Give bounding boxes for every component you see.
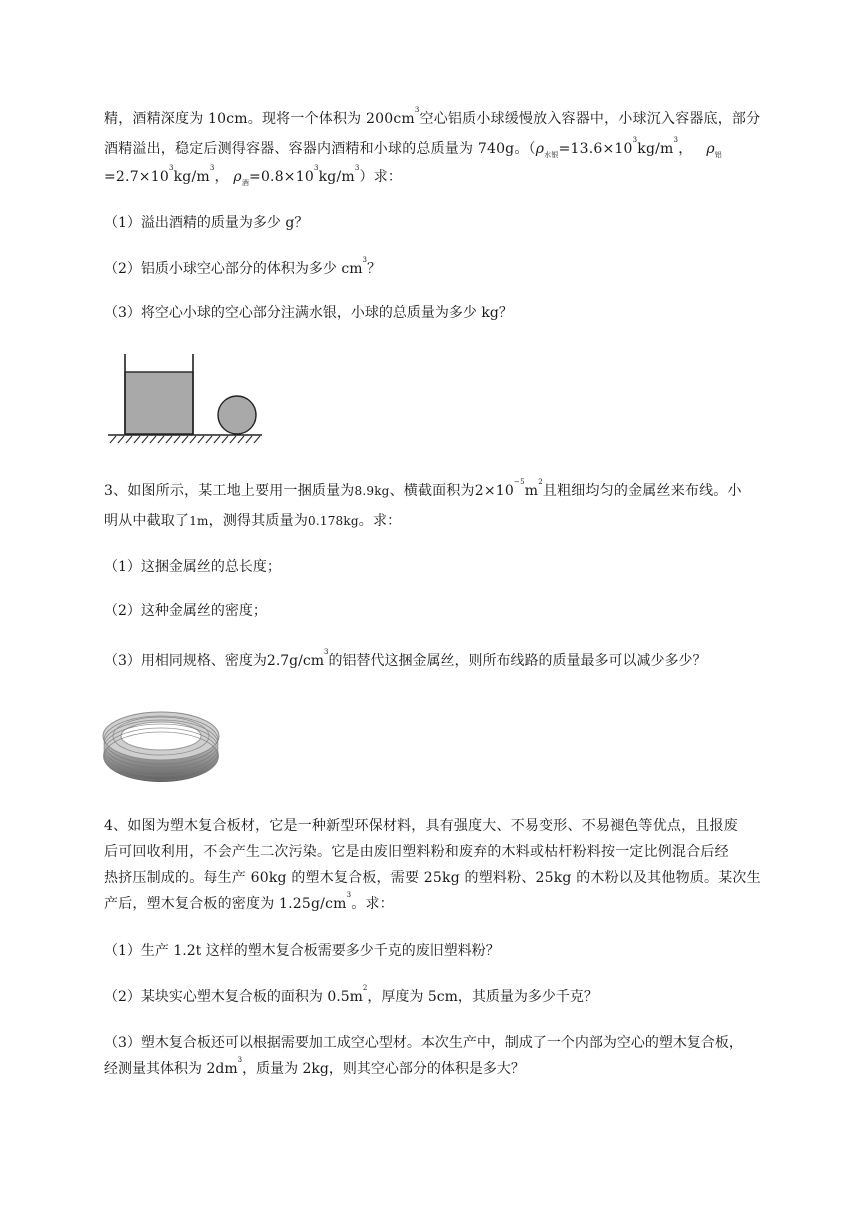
p4-question-2: （2）某块实心塑木复合板的面积为 $0.5m^2$，厚度为 5cm，其质量为多少千克？ — [104, 984, 598, 1005]
p2-text-line-2: 酒精溢出，稳定后测得容器、容器内酒精和小球的总质量为 740g。（$\rho_{水银}=13.6\times 10^3kg/m^3$， $\rho_铝$ — [104, 136, 722, 159]
wire-coil-image — [100, 706, 222, 784]
p2-text-line-1: 精，酒精深度为 10cm。现将一个体积为 $200cm^3$空心铝质小球缓慢放入容器中，小球沉入容器底，部分 — [104, 106, 761, 127]
p4-question-3-line-1: （3）塑木复合板还可以根据需要加工成空心型材。本次生产中，制成了一个内部为空心的塑木复合板， — [104, 1035, 743, 1051]
p3-question-3: （3）用相同规格、密度为$2.7g/cm^3$的铝替代这捆金属丝，则所布线路的质量最多可以减少多少？ — [104, 648, 707, 669]
hollow-ball — [218, 396, 256, 434]
p3-text-line-1: 3、如图所示，某工地上要用一捆质量为8.9kg、横截面积为$2\times 10^{-5}m^2$且粗细均匀的金属丝来布线。小 — [104, 478, 742, 499]
p4-question-1: （1）生产 1.2t 这样的塑木复合板需要多少千克的废旧塑料粉？ — [104, 943, 500, 959]
p2-question-3: （3）将空心小球的空心部分注满水银，小球的总质量为多少 kg？ — [104, 305, 513, 321]
p4-text-line-1: 4、如图为塑木复合板材，它是一种新型环保材料，具有强度大、不易变形、不易褪色等优点，且报废 — [104, 818, 738, 834]
p2-text-line-3: $=2.7\times 10^3kg/m^3$， $\rho_酒=0.8\times 10^3kg/m^3$）求： — [104, 164, 403, 187]
p3-text-line-2: 明从中截取了1m，测得其质量为0.178kg。求： — [104, 513, 402, 529]
container-ball-diagram — [100, 350, 270, 450]
p3-question-1: （1）这捆金属丝的总长度； — [104, 559, 281, 575]
p4-text-line-3: 热挤压制成的。每生产 60kg 的塑木复合板，需要 25kg 的塑料粉、25kg 的木粉以及其他物质。某次生 — [104, 870, 761, 886]
alcohol-liquid — [125, 372, 193, 434]
p4-text-line-2: 后可回收利用，不会产生二次污染。它是由废旧塑料粉和废弃的木料或枯杆粉料按一定比例混合后经 — [104, 844, 729, 860]
p2-question-2: （2）铝质小球空心部分的体积为多少 $cm^3$？ — [104, 256, 381, 277]
p2-question-1: （1）溢出酒精的质量为多少 g？ — [104, 215, 309, 231]
p4-text-line-4: 产后，塑木复合板的密度为 $1.25g/cm^3$。求： — [104, 891, 394, 912]
p3-question-2: （2）这种金属丝的密度； — [104, 603, 267, 619]
p4-question-3-line-2: 经测量其体积为 $2dm^3$，质量为 2kg，则其空心部分的体积是多大？ — [104, 1056, 525, 1077]
ground-hatching — [110, 436, 260, 443]
